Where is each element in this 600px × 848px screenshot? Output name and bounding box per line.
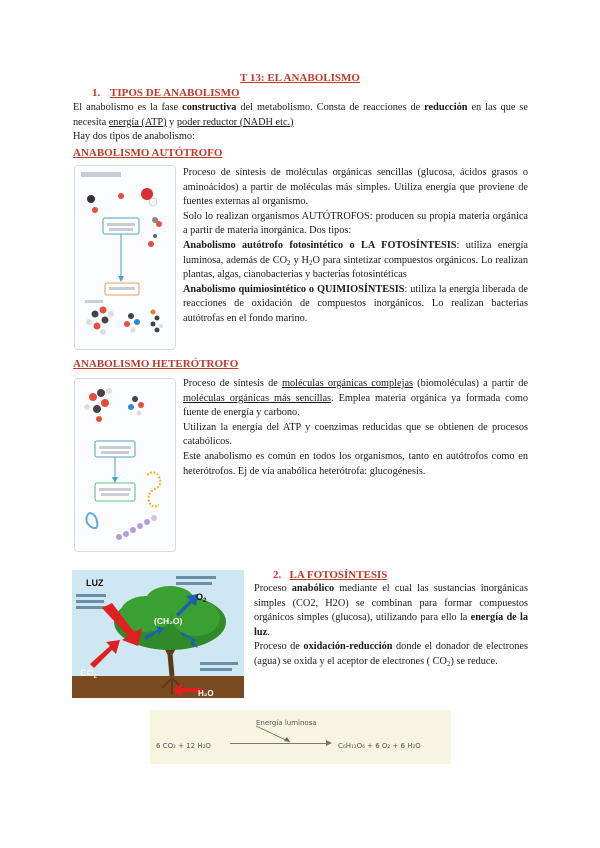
text: mediante el cual las sustancias inorgánicas simples (CO2, H2O) se combinan para formar compuestos orgánicos simples (glucosa), utilizando para ello la	[254, 583, 528, 624]
co2-sub: 2	[93, 674, 97, 680]
glucose-molecule	[84, 388, 112, 422]
atom	[156, 221, 162, 227]
polymer-chain	[147, 472, 160, 506]
caption-placeholder	[200, 662, 238, 665]
text-underlined: moléculas orgánicas complejas	[281, 378, 414, 389]
label-placeholder	[107, 223, 135, 226]
ch2o-label: (CH₂O)	[154, 616, 183, 626]
autotrophic-diagram-graphic	[75, 166, 175, 349]
equation-products: C₆H₁₂O₆ + 6 O₂ + 6 H₂O	[338, 742, 421, 750]
heading-autotrofo: ANABOLISMO AUTÓTROFO	[73, 147, 223, 159]
autotrophic-diagram	[74, 165, 176, 350]
photosynthesis-illustration	[72, 570, 244, 698]
label-placeholder	[99, 446, 131, 449]
luz-label: LUZ	[86, 578, 104, 588]
paragraph	[254, 582, 528, 640]
atom	[148, 241, 154, 247]
fotosintesis-text	[254, 582, 528, 670]
text-bold: constructiva	[182, 102, 237, 113]
text: Proceso	[254, 583, 292, 594]
heterotrophic-diagram-graphic	[75, 379, 175, 551]
caption-placeholder	[176, 576, 216, 579]
text: (biomoléculas) a partir de	[413, 378, 528, 389]
label-placeholder	[81, 172, 121, 177]
caption-placeholder	[76, 600, 104, 603]
heading-fotosintesis	[273, 568, 387, 583]
paragraph-fotosintesis	[183, 239, 528, 283]
equation-reaction-arrow	[230, 743, 330, 744]
label-placeholder	[109, 228, 133, 231]
paragraph: Este anabolismo es común en todos los organismos, tanto en autótrofos como en heterótrofos. Ej de vía anabólica heterótrofa: glucogénesis.	[183, 450, 528, 477]
text-underlined: energía (ATP)	[108, 116, 167, 128]
text-underlined: moléculas orgánicas más sencillas	[183, 392, 332, 404]
intro-paragraph	[73, 101, 528, 145]
autotrofo-text	[183, 166, 528, 327]
text: Hay dos tipos de anabolismo:	[73, 131, 195, 143]
equation-box	[150, 710, 451, 764]
o2-text: O	[196, 592, 204, 602]
label-placeholder	[109, 287, 135, 290]
section-title: LA FOTOSÍNTESIS	[289, 569, 388, 581]
product-box	[95, 483, 135, 501]
equation-energy-label: Energía luminosa	[256, 719, 317, 727]
subscript: 2	[446, 659, 451, 668]
canopy-part	[146, 586, 194, 614]
paragraph: Proceso de síntesis de moléculas orgánicas sencillas (glucosa, ácidos grasos o aminoácidos) a partir de moléculas más simples. Utiliza energía que proviene de fuentes externas al organismo.	[183, 167, 528, 208]
arrow-head	[112, 477, 118, 483]
text-bold: Anabolismo autótrofo fotosintético o LA FOTOSÍNTESIS	[183, 239, 457, 251]
text: : utiliza energía luminosa, además de CO	[183, 239, 528, 266]
fatty-acid-molecule	[151, 310, 164, 333]
caption-placeholder	[76, 606, 106, 609]
text: en las que se necesita	[73, 102, 528, 128]
paragraph	[254, 640, 528, 669]
caption-placeholder	[176, 582, 212, 585]
section-title: TIPOS DE ANABOLISMO	[110, 87, 240, 99]
text: ) se reduce.	[450, 655, 498, 667]
paragraph: Utilizan la energía del ATP y coenzimas reducidas que se obtienen de procesos catabólicos.	[183, 421, 528, 448]
section-heading-tipos	[92, 86, 240, 101]
protein-chain	[86, 513, 97, 528]
amino-acid-molecule	[128, 396, 144, 416]
text: donde el donador de electrones (agua) se oxida y el aceptor de electrones ( CO	[254, 641, 529, 667]
atom	[118, 193, 124, 199]
text: Proceso de síntesis de	[183, 378, 282, 389]
heterotrophic-diagram	[74, 378, 176, 552]
text-bold: Anabolismo quimiosintético o QUIMIOSÍNTESIS	[183, 283, 405, 295]
polysaccharide-chain	[116, 515, 157, 540]
atom	[149, 198, 157, 206]
document-title: T 13: EL ANABOLISMO	[240, 72, 360, 84]
equation-reactants: 6 CO₂ + 12 H₂O	[156, 742, 211, 750]
caption-placeholder	[200, 668, 232, 671]
heterotrofo-text	[183, 377, 528, 479]
heading-heterotrofo: ANABOLISMO HETERÓTROFO	[73, 358, 239, 370]
text: .	[267, 626, 270, 638]
atom	[153, 234, 157, 238]
paragraph: Solo lo realizan organismos AUTÓTROFOS: producen su propia materia orgánica a partir de materia inorgánica. Dos tipos:	[183, 210, 528, 237]
subscript: 2	[287, 258, 291, 267]
text: : utiliza la energía liberada de reacciones de oxidación de compuestos inorgánicos. Lo realizan bacterias autótrofas en el fondo marino.	[183, 283, 528, 324]
text: . Emplea materia orgánica ya formada como fuente de energía y carbono.	[183, 392, 529, 419]
label-placeholder	[101, 493, 129, 496]
equation-arrow-head	[326, 740, 332, 746]
text-bold: reducción	[424, 102, 468, 113]
label-placeholder	[99, 488, 131, 491]
section-number: 1.	[92, 87, 101, 99]
h2o-label: H₂O	[198, 689, 214, 698]
text-bold: oxidación-reducción	[303, 641, 393, 653]
photosynthesis-graphic	[72, 570, 244, 698]
soil	[72, 676, 244, 698]
caption-placeholder	[76, 594, 106, 597]
amino-acid-molecule	[124, 313, 140, 333]
co2-text: CO	[80, 668, 94, 678]
label-placeholder	[85, 300, 103, 303]
atom	[87, 195, 95, 203]
text: y	[166, 116, 177, 128]
text-underlined: poder reductor (NADH etc.)	[176, 116, 294, 128]
text: del metabolismo. Consta de reacciones de	[236, 102, 425, 113]
text-bold: energía de la luz	[254, 612, 528, 638]
glucose-molecule	[86, 307, 114, 336]
arrow-head	[118, 276, 124, 282]
atom	[92, 207, 98, 213]
label-placeholder	[101, 451, 129, 454]
text: y H	[290, 254, 309, 266]
paragraph-quimiosintesis	[183, 283, 528, 327]
subscript: 2	[308, 258, 313, 267]
paragraph	[183, 377, 528, 421]
text: Proceso de	[254, 641, 304, 653]
text: El anabolismo es la fase	[73, 102, 183, 113]
o2-sub: 2	[203, 598, 207, 604]
text: O para sintetizar compuestos orgánicos. Lo realizan plantas, algas, cianobacterias y bacterias fotosintéticas	[183, 254, 528, 281]
text-bold: anabólico	[291, 583, 335, 594]
section-number: 2.	[273, 569, 282, 581]
